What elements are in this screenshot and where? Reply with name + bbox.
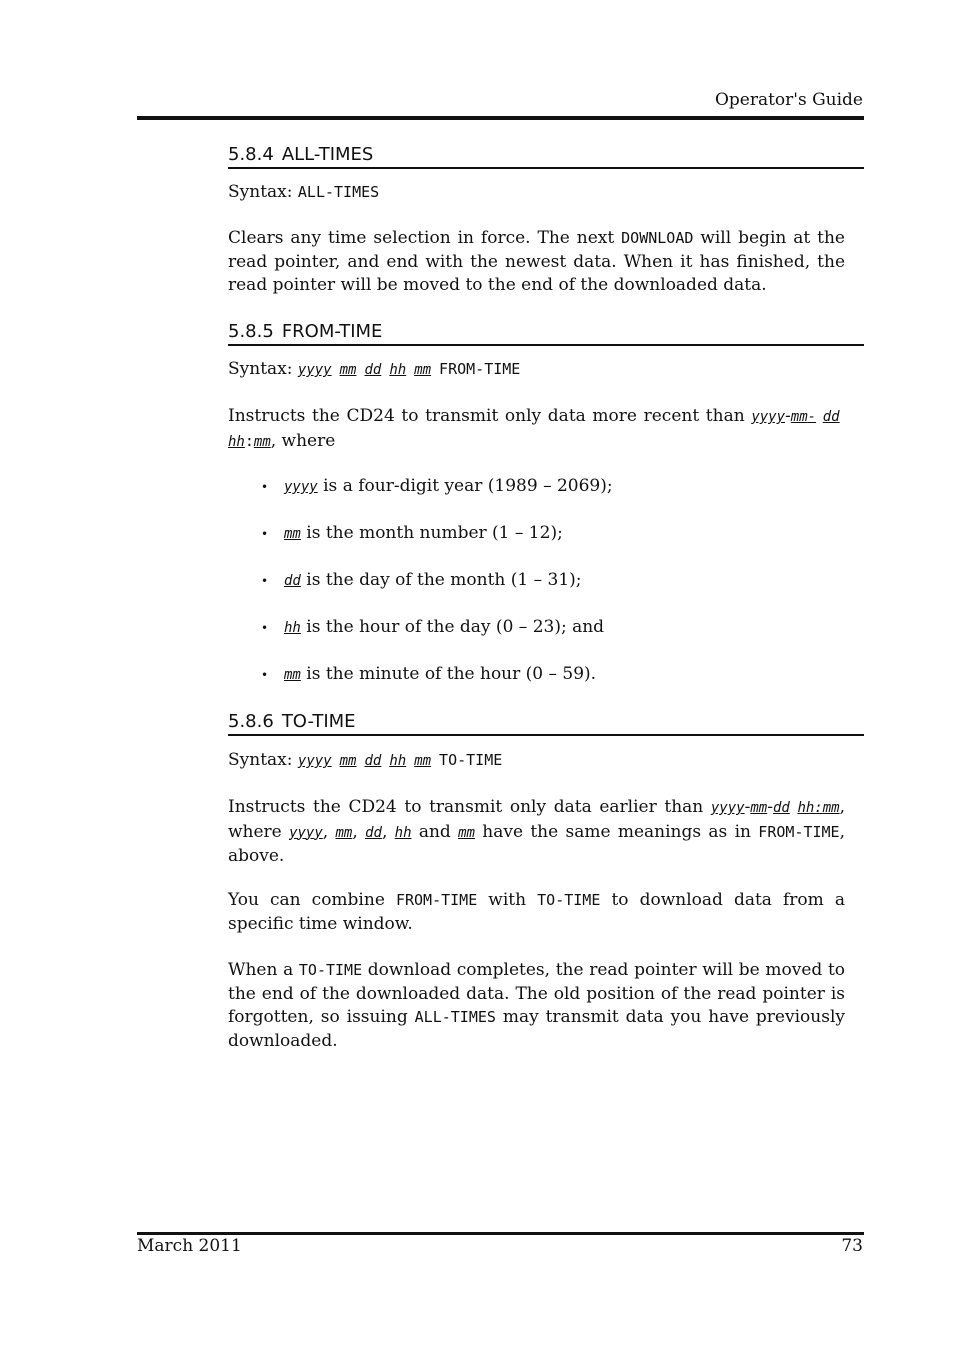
text: : bbox=[244, 431, 254, 450]
arg-hour: hh bbox=[394, 824, 412, 841]
command-from-time: FROM-TIME bbox=[395, 891, 478, 909]
text: will begin at the read pointer, and end with the newest data. When it has finished, the read pointer will be moved to the end of the downloaded data. bbox=[228, 228, 845, 295]
syntax-line-to-time bbox=[228, 750, 502, 770]
text: , bbox=[352, 821, 366, 842]
section-title: TO-TIME bbox=[281, 711, 356, 732]
list-item bbox=[261, 476, 613, 496]
text: , where bbox=[228, 797, 846, 842]
bullet-icon: • bbox=[261, 621, 269, 635]
text: may transmit data you have previously downloaded. bbox=[228, 1007, 845, 1051]
text: , where bbox=[270, 430, 336, 451]
command-download: DOWNLOAD bbox=[621, 229, 694, 247]
text: and bbox=[411, 821, 459, 842]
text: to download data from a specific time window. bbox=[228, 890, 845, 934]
arg-day: dd bbox=[284, 573, 301, 589]
arg-month: mm bbox=[335, 824, 353, 841]
arg-minute: mm bbox=[253, 433, 271, 450]
arg-day: dd bbox=[364, 753, 382, 769]
text: have the same meanings as in bbox=[474, 821, 759, 842]
syntax-command: FROM-TIME bbox=[439, 360, 521, 378]
paragraph-to-time-3 bbox=[228, 959, 845, 1053]
bullet-icon: • bbox=[261, 668, 269, 682]
paragraph-from-time bbox=[228, 405, 845, 454]
arg-minute: mm bbox=[414, 753, 432, 769]
paragraph-to-time-1 bbox=[228, 796, 845, 869]
arg-day: dd bbox=[364, 362, 382, 378]
section-heading-all-times bbox=[228, 144, 864, 169]
arg-month: mm bbox=[790, 409, 808, 425]
section-heading-to-time bbox=[228, 711, 864, 736]
section-number: 5.8.4 bbox=[228, 144, 274, 165]
arg-year: yyyy bbox=[284, 479, 318, 495]
page-header-title: Operator's Guide bbox=[714, 90, 863, 110]
text: - bbox=[767, 797, 773, 817]
syntax-label: Syntax: bbox=[228, 182, 293, 202]
list-item-text: is the day of the month (1 – 31); bbox=[300, 570, 582, 590]
paragraph-to-time-2 bbox=[228, 889, 845, 936]
arg-day: dd bbox=[365, 824, 382, 841]
arg-hour: hh bbox=[389, 753, 407, 769]
paragraph-all-times bbox=[228, 227, 845, 298]
footer-date: March 2011 bbox=[137, 1236, 242, 1256]
page-number: 73 bbox=[841, 1236, 863, 1256]
arg-month: mm bbox=[284, 526, 301, 542]
footer-rule bbox=[137, 1232, 864, 1235]
list-item bbox=[261, 617, 604, 637]
text: with bbox=[477, 890, 538, 910]
text: - bbox=[744, 797, 751, 817]
syntax-line-from-time bbox=[228, 359, 520, 379]
text: Clears any time selection in force. The next bbox=[228, 228, 622, 248]
syntax-command: TO-TIME bbox=[439, 751, 503, 769]
list-item-text: is the month number (1 – 12); bbox=[300, 523, 563, 543]
text: You can combine bbox=[228, 890, 396, 910]
command-to-time: TO-TIME bbox=[298, 961, 363, 979]
arg-year: yyyy bbox=[710, 800, 745, 816]
arg-hour: hh bbox=[228, 433, 245, 450]
command-from-time: FROM-TIME bbox=[758, 822, 840, 841]
arg-year: yyyy bbox=[751, 409, 786, 425]
list-item bbox=[261, 523, 563, 543]
text: - bbox=[785, 406, 791, 426]
list-item-text: is the minute of the hour (0 – 59). bbox=[300, 664, 597, 684]
arg-hour: hh bbox=[284, 620, 301, 636]
syntax-label: Syntax: bbox=[228, 359, 293, 379]
arg-hour: hh bbox=[389, 362, 407, 378]
arg-month: mm bbox=[339, 362, 357, 378]
text: - bbox=[807, 409, 817, 425]
text: , above. bbox=[228, 821, 845, 866]
text: , bbox=[381, 821, 395, 842]
arg-day: dd bbox=[822, 409, 840, 425]
arg-year: yyyy bbox=[297, 753, 332, 769]
arg-year: yyyy bbox=[297, 362, 332, 378]
arg-month: mm bbox=[750, 800, 768, 816]
text: When a bbox=[228, 960, 299, 980]
text: download completes, the read pointer will be moved to the end of the downloaded data. The old position of the read pointer is forgotten, so issuing bbox=[228, 960, 846, 1027]
arg-minute: mm bbox=[284, 667, 301, 683]
list-item-text: is a four-digit year (1989 – 2069); bbox=[317, 476, 613, 496]
arg-year: yyyy bbox=[289, 824, 323, 841]
command-all-times: ALL-TIMES bbox=[414, 1008, 496, 1026]
command-to-time: TO-TIME bbox=[537, 891, 601, 909]
arg-minute: mm bbox=[458, 824, 475, 841]
syntax-command: ALL-TIMES bbox=[297, 183, 380, 201]
bullet-icon: • bbox=[261, 480, 269, 494]
header-rule bbox=[137, 116, 864, 120]
text: Instructs the CD24 to transmit only data more recent than bbox=[228, 406, 752, 426]
arg-minute: mm bbox=[414, 362, 432, 378]
section-number: 5.8.5 bbox=[228, 321, 274, 342]
section-title: FROM-TIME bbox=[281, 321, 383, 342]
bullet-icon: • bbox=[261, 574, 269, 588]
section-heading-from-time bbox=[228, 321, 864, 346]
section-title: ALL-TIMES bbox=[281, 144, 374, 165]
list-item bbox=[261, 664, 596, 684]
list-item bbox=[261, 570, 582, 590]
bullet-icon: • bbox=[261, 527, 269, 541]
syntax-line-all-times bbox=[228, 182, 379, 202]
text: Instructs the CD24 to transmit only data earlier than bbox=[228, 797, 711, 817]
list-item-text: is the hour of the day (0 – 23); and bbox=[300, 617, 605, 637]
text: , bbox=[322, 821, 336, 842]
arg-month: mm bbox=[339, 753, 357, 769]
arg-day: dd bbox=[772, 800, 790, 816]
arg-time: hh:mm bbox=[797, 800, 840, 816]
syntax-label: Syntax: bbox=[228, 750, 293, 770]
section-number: 5.8.6 bbox=[228, 711, 274, 732]
